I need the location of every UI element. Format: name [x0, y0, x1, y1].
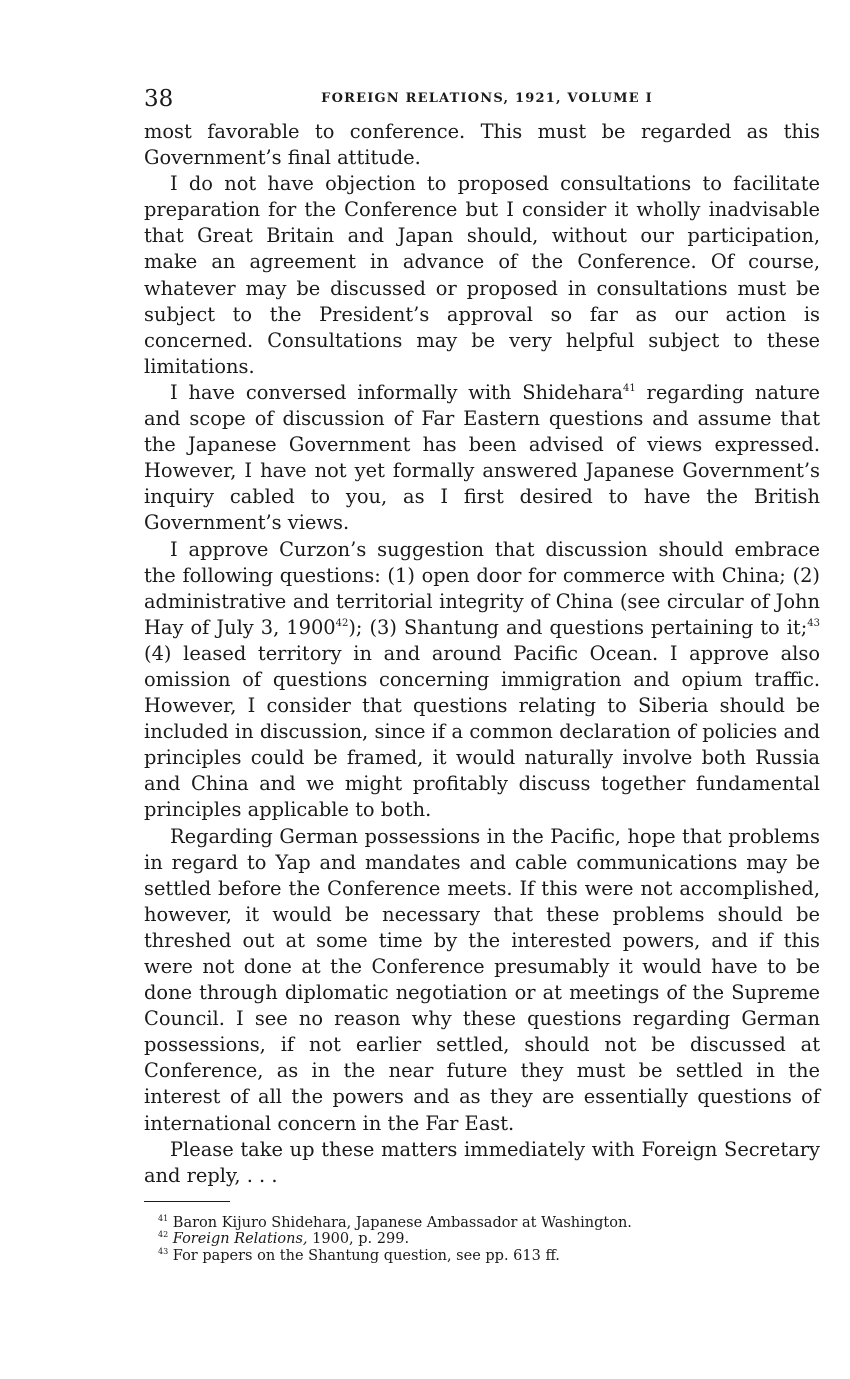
running-head: FOREIGN RELATIONS, 1921, VOLUME I	[321, 91, 653, 106]
page-number: 38	[144, 86, 174, 112]
footnote-text: For papers on the Shantung question, see pp. 613 ff.	[172, 1247, 560, 1264]
footnotes	[144, 1215, 820, 1265]
footnote-ref: 42	[335, 617, 349, 629]
footnote	[144, 1248, 820, 1265]
footnote-text: Baron Kijuro Shidehara, Japanese Ambassador at Washington.	[172, 1214, 632, 1231]
paragraph-text: ); (3) Shantung and questions pertaining to it;	[348, 615, 808, 639]
footnote-divider	[144, 1201, 230, 1202]
footnote-marker: 43	[158, 1246, 169, 1256]
paragraph: I do not have objection to proposed consultations to facilitate preparation for the Conference but I consider it wholly inadvisable that Great Britain and Japan should, without our participation, make an agreement in advance of the Conference. Of course, whatever may be discussed or proposed in consultations must be subject to the President’s approval so far as our action is concerned. Consultations may be very helpful subject to these limitations.	[144, 172, 820, 378]
footnote	[144, 1231, 820, 1248]
body-text	[144, 119, 820, 1189]
paragraph	[144, 537, 820, 824]
footnote-title: Foreign Relations,	[172, 1231, 308, 1248]
footnote-ref: 41	[622, 382, 636, 394]
paragraph-text: I approve Curzon’s suggestion that discussion should embrace the following questions: (1) open door for commerce with China; (2) administrative and territorial integrity of China (see circular of John Hay of July 3, 1900	[144, 537, 820, 639]
paragraph: most favorable to conference. This must be regarded as this Government’s final attitude.	[144, 120, 820, 170]
paragraph: Please take up these matters immediately with Foreign Secretary and reply, . . .	[144, 1137, 820, 1187]
document-page	[144, 85, 820, 1264]
footnote-text: 1900, p. 299.	[307, 1231, 410, 1248]
footnote	[144, 1215, 820, 1232]
footnote-ref: 43	[807, 617, 820, 629]
paragraph-text: regarding nature and scope of discussion of Far Eastern questions and assume that the Japanese Government has been advised of views expressed. However, I have not yet formally answered Japanese Government’s inquiry cabled to you, as I first desired to have the British Government’s views.	[144, 380, 820, 535]
paragraph	[144, 380, 820, 537]
footnote-marker: 42	[158, 1230, 169, 1240]
footnote-marker: 41	[158, 1213, 169, 1223]
paragraph-text: I have conversed informally with Shidehara	[170, 380, 623, 404]
page-header	[144, 85, 820, 119]
paragraph-text: (4) leased territory in and around Pacific Ocean. I approve also omission of questions concerning immigration and opium traffic. However, I consider that questions relating to Siberia should be included in discussion, since if a common declaration of policies and principles could be framed, it would naturally involve both Russia and China and we might profitably discuss together fundamental principles applicable to both.	[144, 641, 820, 822]
paragraph: Regarding German possessions in the Pacific, hope that problems in regard to Yap and mandates and cable communications may be settled before the Conference meets. If this were not accomplished, however, it would be necessary that these problems should be threshed out at some time by the interested powers, and if this were not done at the Conference presumably it would have to be done through diplomatic negotiation or at meetings of the Supreme Council. I see no reason why these questions regarding German possessions, if not earlier settled, should not be discussed at Conference, as in the near future they must be settled in the interest of all the powers and as they are essentially questions of international concern in the Far East.	[144, 824, 820, 1135]
